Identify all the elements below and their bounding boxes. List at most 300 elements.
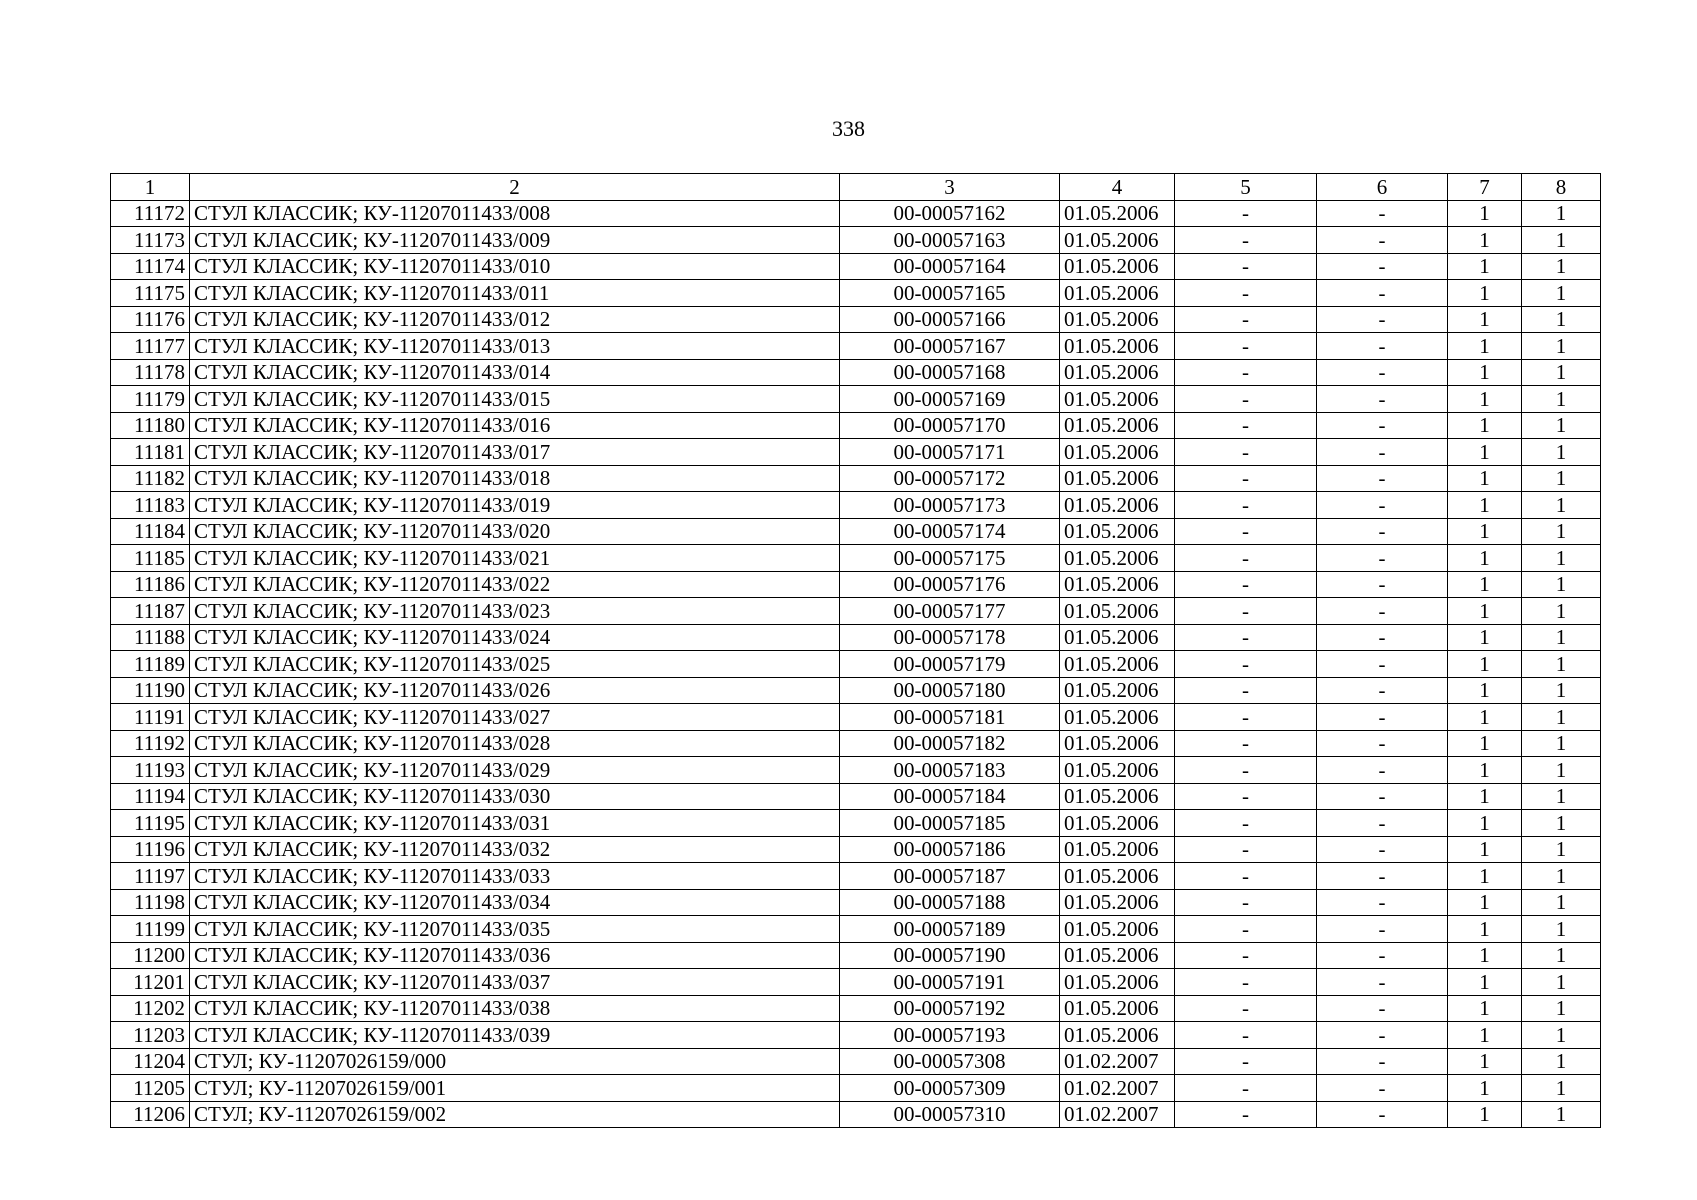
- column-8-cell: 1: [1522, 598, 1601, 625]
- column-8-cell: 1: [1522, 439, 1601, 466]
- table-row: [111, 836, 1601, 863]
- column-5-cell: -: [1175, 280, 1317, 307]
- row-number-cell: 11189: [111, 651, 190, 678]
- inventory-code-cell: 00-00057190: [840, 942, 1060, 969]
- column-5-cell: -: [1175, 969, 1317, 996]
- item-name-cell: СТУЛ КЛАССИК; КУ-11207011433/038: [190, 995, 840, 1022]
- column-6-cell: -: [1317, 412, 1448, 439]
- column-7-cell: 1: [1448, 545, 1522, 572]
- inventory-code-cell: 00-00057183: [840, 757, 1060, 784]
- item-name-cell: СТУЛ КЛАССИК; КУ-11207011433/029: [190, 757, 840, 784]
- column-7-cell: 1: [1448, 359, 1522, 386]
- row-number-cell: 11192: [111, 730, 190, 757]
- column-7-cell: 1: [1448, 730, 1522, 757]
- column-5-cell: -: [1175, 306, 1317, 333]
- column-7-cell: 1: [1448, 1075, 1522, 1102]
- item-name-cell: СТУЛ КЛАССИК; КУ-11207011433/012: [190, 306, 840, 333]
- table-row: [111, 545, 1601, 572]
- inventory-code-cell: 00-00057176: [840, 571, 1060, 598]
- date-cell: 01.05.2006: [1060, 863, 1175, 890]
- row-number-cell: 11199: [111, 916, 190, 943]
- column-6-cell: -: [1317, 810, 1448, 837]
- inventory-code-cell: 00-00057172: [840, 465, 1060, 492]
- column-header: 7: [1448, 174, 1522, 201]
- inventory-code-cell: 00-00057164: [840, 253, 1060, 280]
- row-number-cell: 11196: [111, 836, 190, 863]
- column-7-cell: 1: [1448, 969, 1522, 996]
- item-name-cell: СТУЛ КЛАССИК; КУ-11207011433/017: [190, 439, 840, 466]
- inventory-code-cell: 00-00057310: [840, 1101, 1060, 1128]
- table-row: [111, 571, 1601, 598]
- inventory-code-cell: 00-00057173: [840, 492, 1060, 519]
- column-5-cell: -: [1175, 518, 1317, 545]
- column-8-cell: 1: [1522, 624, 1601, 651]
- column-5-cell: -: [1175, 200, 1317, 227]
- column-6-cell: -: [1317, 704, 1448, 731]
- table-row: [111, 412, 1601, 439]
- row-number-cell: 11206: [111, 1101, 190, 1128]
- column-7-cell: 1: [1448, 1101, 1522, 1128]
- inventory-code-cell: 00-00057171: [840, 439, 1060, 466]
- item-name-cell: СТУЛ КЛАССИК; КУ-11207011433/037: [190, 969, 840, 996]
- row-number-cell: 11184: [111, 518, 190, 545]
- column-6-cell: -: [1317, 1075, 1448, 1102]
- item-name-cell: СТУЛ КЛАССИК; КУ-11207011433/032: [190, 836, 840, 863]
- column-6-cell: -: [1317, 571, 1448, 598]
- item-name-cell: СТУЛ КЛАССИК; КУ-11207011433/008: [190, 200, 840, 227]
- row-number-cell: 11172: [111, 200, 190, 227]
- row-number-cell: 11182: [111, 465, 190, 492]
- item-name-cell: СТУЛ КЛАССИК; КУ-11207011433/033: [190, 863, 840, 890]
- item-name-cell: СТУЛ КЛАССИК; КУ-11207011433/021: [190, 545, 840, 572]
- inventory-code-cell: 00-00057184: [840, 783, 1060, 810]
- row-number-cell: 11191: [111, 704, 190, 731]
- table-row: [111, 492, 1601, 519]
- column-6-cell: -: [1317, 465, 1448, 492]
- date-cell: 01.05.2006: [1060, 810, 1175, 837]
- column-7-cell: 1: [1448, 889, 1522, 916]
- row-number-cell: 11185: [111, 545, 190, 572]
- column-8-cell: 1: [1522, 306, 1601, 333]
- column-5-cell: -: [1175, 1022, 1317, 1049]
- inventory-code-cell: 00-00057162: [840, 200, 1060, 227]
- date-cell: 01.05.2006: [1060, 571, 1175, 598]
- item-name-cell: СТУЛ КЛАССИК; КУ-11207011433/022: [190, 571, 840, 598]
- column-8-cell: 1: [1522, 227, 1601, 254]
- column-5-cell: -: [1175, 386, 1317, 413]
- date-cell: 01.05.2006: [1060, 280, 1175, 307]
- column-6-cell: -: [1317, 306, 1448, 333]
- column-6-cell: -: [1317, 545, 1448, 572]
- row-number-cell: 11175: [111, 280, 190, 307]
- column-5-cell: -: [1175, 333, 1317, 360]
- column-8-cell: 1: [1522, 571, 1601, 598]
- item-name-cell: СТУЛ КЛАССИК; КУ-11207011433/028: [190, 730, 840, 757]
- table-row: [111, 889, 1601, 916]
- column-7-cell: 1: [1448, 253, 1522, 280]
- date-cell: 01.05.2006: [1060, 412, 1175, 439]
- row-number-cell: 11187: [111, 598, 190, 625]
- date-cell: 01.05.2006: [1060, 942, 1175, 969]
- column-7-cell: 1: [1448, 200, 1522, 227]
- column-5-cell: -: [1175, 810, 1317, 837]
- column-8-cell: 1: [1522, 280, 1601, 307]
- date-cell: 01.05.2006: [1060, 545, 1175, 572]
- column-5-cell: -: [1175, 677, 1317, 704]
- column-8-cell: 1: [1522, 1048, 1601, 1075]
- column-8-cell: 1: [1522, 545, 1601, 572]
- row-number-cell: 11204: [111, 1048, 190, 1075]
- table-row: [111, 439, 1601, 466]
- column-6-cell: -: [1317, 598, 1448, 625]
- inventory-code-cell: 00-00057175: [840, 545, 1060, 572]
- item-name-cell: СТУЛ; КУ-11207026159/001: [190, 1075, 840, 1102]
- column-6-cell: -: [1317, 836, 1448, 863]
- table-row: [111, 863, 1601, 890]
- row-number-cell: 11203: [111, 1022, 190, 1049]
- table-row: [111, 624, 1601, 651]
- table-row: [111, 1048, 1601, 1075]
- column-5-cell: -: [1175, 253, 1317, 280]
- date-cell: 01.05.2006: [1060, 916, 1175, 943]
- item-name-cell: СТУЛ КЛАССИК; КУ-11207011433/011: [190, 280, 840, 307]
- column-7-cell: 1: [1448, 598, 1522, 625]
- column-6-cell: -: [1317, 783, 1448, 810]
- date-cell: 01.05.2006: [1060, 969, 1175, 996]
- column-5-cell: -: [1175, 1048, 1317, 1075]
- column-7-cell: 1: [1448, 757, 1522, 784]
- column-5-cell: -: [1175, 651, 1317, 678]
- table-row: [111, 757, 1601, 784]
- row-number-cell: 11193: [111, 757, 190, 784]
- column-5-cell: -: [1175, 598, 1317, 625]
- column-6-cell: -: [1317, 439, 1448, 466]
- inventory-code-cell: 00-00057182: [840, 730, 1060, 757]
- inventory-code-cell: 00-00057191: [840, 969, 1060, 996]
- column-8-cell: 1: [1522, 359, 1601, 386]
- date-cell: 01.05.2006: [1060, 1022, 1175, 1049]
- item-name-cell: СТУЛ КЛАССИК; КУ-11207011433/030: [190, 783, 840, 810]
- inventory-code-cell: 00-00057177: [840, 598, 1060, 625]
- inventory-code-cell: 00-00057309: [840, 1075, 1060, 1102]
- column-7-cell: 1: [1448, 518, 1522, 545]
- inventory-code-cell: 00-00057179: [840, 651, 1060, 678]
- inventory-code-cell: 00-00057181: [840, 704, 1060, 731]
- column-header: 1: [111, 174, 190, 201]
- column-6-cell: -: [1317, 889, 1448, 916]
- column-8-cell: 1: [1522, 333, 1601, 360]
- column-6-cell: -: [1317, 942, 1448, 969]
- inventory-code-cell: 00-00057178: [840, 624, 1060, 651]
- date-cell: 01.05.2006: [1060, 704, 1175, 731]
- column-8-cell: 1: [1522, 386, 1601, 413]
- column-6-cell: -: [1317, 1101, 1448, 1128]
- inventory-code-cell: 00-00057167: [840, 333, 1060, 360]
- table-row: [111, 1075, 1601, 1102]
- date-cell: 01.05.2006: [1060, 995, 1175, 1022]
- table-row: [111, 359, 1601, 386]
- item-name-cell: СТУЛ КЛАССИК; КУ-11207011433/035: [190, 916, 840, 943]
- inventory-code-cell: 00-00057174: [840, 518, 1060, 545]
- row-number-cell: 11183: [111, 492, 190, 519]
- column-7-cell: 1: [1448, 439, 1522, 466]
- table-body: [111, 200, 1601, 1128]
- table-row: [111, 333, 1601, 360]
- column-8-cell: 1: [1522, 412, 1601, 439]
- item-name-cell: СТУЛ КЛАССИК; КУ-11207011433/014: [190, 359, 840, 386]
- row-number-cell: 11195: [111, 810, 190, 837]
- column-5-cell: -: [1175, 492, 1317, 519]
- table-row: [111, 1101, 1601, 1128]
- date-cell: 01.05.2006: [1060, 757, 1175, 784]
- table-row: [111, 598, 1601, 625]
- date-cell: 01.05.2006: [1060, 465, 1175, 492]
- table-row: [111, 942, 1601, 969]
- column-8-cell: 1: [1522, 1101, 1601, 1128]
- item-name-cell: СТУЛ КЛАССИК; КУ-11207011433/018: [190, 465, 840, 492]
- column-6-cell: -: [1317, 359, 1448, 386]
- table-row: [111, 704, 1601, 731]
- item-name-cell: СТУЛ; КУ-11207026159/000: [190, 1048, 840, 1075]
- table-row: [111, 810, 1601, 837]
- inventory-code-cell: 00-00057186: [840, 836, 1060, 863]
- date-cell: 01.05.2006: [1060, 200, 1175, 227]
- table-row: [111, 995, 1601, 1022]
- header-row: [111, 174, 1601, 201]
- date-cell: 01.05.2006: [1060, 386, 1175, 413]
- column-7-cell: 1: [1448, 386, 1522, 413]
- row-number-cell: 11174: [111, 253, 190, 280]
- table-row: [111, 651, 1601, 678]
- column-6-cell: -: [1317, 253, 1448, 280]
- item-name-cell: СТУЛ КЛАССИК; КУ-11207011433/039: [190, 1022, 840, 1049]
- inventory-code-cell: 00-00057308: [840, 1048, 1060, 1075]
- column-header: 3: [840, 174, 1060, 201]
- inventory-code-cell: 00-00057163: [840, 227, 1060, 254]
- column-5-cell: -: [1175, 1075, 1317, 1102]
- column-7-cell: 1: [1448, 1022, 1522, 1049]
- column-8-cell: 1: [1522, 836, 1601, 863]
- column-header: 8: [1522, 174, 1601, 201]
- date-cell: 01.05.2006: [1060, 730, 1175, 757]
- column-6-cell: -: [1317, 969, 1448, 996]
- column-5-cell: -: [1175, 863, 1317, 890]
- column-8-cell: 1: [1522, 995, 1601, 1022]
- date-cell: 01.05.2006: [1060, 783, 1175, 810]
- table-row: [111, 465, 1601, 492]
- column-7-cell: 1: [1448, 916, 1522, 943]
- row-number-cell: 11177: [111, 333, 190, 360]
- item-name-cell: СТУЛ КЛАССИК; КУ-11207011433/023: [190, 598, 840, 625]
- date-cell: 01.05.2006: [1060, 359, 1175, 386]
- column-header: 6: [1317, 174, 1448, 201]
- inventory-code-cell: 00-00057169: [840, 386, 1060, 413]
- column-6-cell: -: [1317, 333, 1448, 360]
- column-8-cell: 1: [1522, 704, 1601, 731]
- column-7-cell: 1: [1448, 227, 1522, 254]
- date-cell: 01.02.2007: [1060, 1075, 1175, 1102]
- column-5-cell: -: [1175, 942, 1317, 969]
- table-row: [111, 783, 1601, 810]
- column-6-cell: -: [1317, 280, 1448, 307]
- item-name-cell: СТУЛ КЛАССИК; КУ-11207011433/013: [190, 333, 840, 360]
- column-6-cell: -: [1317, 624, 1448, 651]
- column-5-cell: -: [1175, 783, 1317, 810]
- row-number-cell: 11197: [111, 863, 190, 890]
- date-cell: 01.05.2006: [1060, 439, 1175, 466]
- inventory-code-cell: 00-00057170: [840, 412, 1060, 439]
- column-7-cell: 1: [1448, 995, 1522, 1022]
- column-8-cell: 1: [1522, 1075, 1601, 1102]
- date-cell: 01.05.2006: [1060, 333, 1175, 360]
- inventory-code-cell: 00-00057193: [840, 1022, 1060, 1049]
- row-number-cell: 11179: [111, 386, 190, 413]
- inventory-code-cell: 00-00057168: [840, 359, 1060, 386]
- table-row: [111, 730, 1601, 757]
- column-5-cell: -: [1175, 227, 1317, 254]
- column-header: 2: [190, 174, 840, 201]
- table-row: [111, 253, 1601, 280]
- item-name-cell: СТУЛ КЛАССИК; КУ-11207011433/034: [190, 889, 840, 916]
- column-8-cell: 1: [1522, 889, 1601, 916]
- date-cell: 01.05.2006: [1060, 889, 1175, 916]
- column-5-cell: -: [1175, 465, 1317, 492]
- column-8-cell: 1: [1522, 942, 1601, 969]
- table-row: [111, 518, 1601, 545]
- column-8-cell: 1: [1522, 969, 1601, 996]
- item-name-cell: СТУЛ КЛАССИК; КУ-11207011433/016: [190, 412, 840, 439]
- column-6-cell: -: [1317, 730, 1448, 757]
- column-6-cell: -: [1317, 677, 1448, 704]
- item-name-cell: СТУЛ КЛАССИК; КУ-11207011433/020: [190, 518, 840, 545]
- row-number-cell: 11190: [111, 677, 190, 704]
- row-number-cell: 11186: [111, 571, 190, 598]
- column-6-cell: -: [1317, 916, 1448, 943]
- column-5-cell: -: [1175, 704, 1317, 731]
- column-header: 4: [1060, 174, 1175, 201]
- inventory-code-cell: 00-00057189: [840, 916, 1060, 943]
- date-cell: 01.05.2006: [1060, 677, 1175, 704]
- row-number-cell: 11200: [111, 942, 190, 969]
- date-cell: 01.05.2006: [1060, 492, 1175, 519]
- column-8-cell: 1: [1522, 783, 1601, 810]
- date-cell: 01.05.2006: [1060, 651, 1175, 678]
- table-row: [111, 1022, 1601, 1049]
- column-5-cell: -: [1175, 995, 1317, 1022]
- column-8-cell: 1: [1522, 757, 1601, 784]
- item-name-cell: СТУЛ КЛАССИК; КУ-11207011433/015: [190, 386, 840, 413]
- table-row: [111, 227, 1601, 254]
- row-number-cell: 11178: [111, 359, 190, 386]
- row-number-cell: 11201: [111, 969, 190, 996]
- column-5-cell: -: [1175, 412, 1317, 439]
- item-name-cell: СТУЛ КЛАССИК; КУ-11207011433/027: [190, 704, 840, 731]
- column-6-cell: -: [1317, 200, 1448, 227]
- column-7-cell: 1: [1448, 810, 1522, 837]
- column-5-cell: -: [1175, 889, 1317, 916]
- column-6-cell: -: [1317, 492, 1448, 519]
- column-5-cell: -: [1175, 439, 1317, 466]
- column-5-cell: -: [1175, 624, 1317, 651]
- page-number: 338: [832, 116, 865, 141]
- item-name-cell: СТУЛ; КУ-11207026159/002: [190, 1101, 840, 1128]
- column-6-cell: -: [1317, 1048, 1448, 1075]
- column-7-cell: 1: [1448, 863, 1522, 890]
- date-cell: 01.05.2006: [1060, 306, 1175, 333]
- column-8-cell: 1: [1522, 465, 1601, 492]
- table-row: [111, 386, 1601, 413]
- item-name-cell: СТУЛ КЛАССИК; КУ-11207011433/025: [190, 651, 840, 678]
- column-6-cell: -: [1317, 518, 1448, 545]
- column-7-cell: 1: [1448, 704, 1522, 731]
- row-number-cell: 11205: [111, 1075, 190, 1102]
- column-6-cell: -: [1317, 386, 1448, 413]
- item-name-cell: СТУЛ КЛАССИК; КУ-11207011433/026: [190, 677, 840, 704]
- inventory-code-cell: 00-00057188: [840, 889, 1060, 916]
- column-5-cell: -: [1175, 757, 1317, 784]
- row-number-cell: 11173: [111, 227, 190, 254]
- inventory-code-cell: 00-00057165: [840, 280, 1060, 307]
- table-row: [111, 280, 1601, 307]
- row-number-cell: 11180: [111, 412, 190, 439]
- column-5-cell: -: [1175, 359, 1317, 386]
- row-number-cell: 11198: [111, 889, 190, 916]
- table-row: [111, 969, 1601, 996]
- column-8-cell: 1: [1522, 518, 1601, 545]
- column-8-cell: 1: [1522, 730, 1601, 757]
- inventory-code-cell: 00-00057185: [840, 810, 1060, 837]
- item-name-cell: СТУЛ КЛАССИК; КУ-11207011433/036: [190, 942, 840, 969]
- column-7-cell: 1: [1448, 677, 1522, 704]
- date-cell: 01.05.2006: [1060, 518, 1175, 545]
- column-7-cell: 1: [1448, 412, 1522, 439]
- date-cell: 01.02.2007: [1060, 1048, 1175, 1075]
- column-8-cell: 1: [1522, 492, 1601, 519]
- item-name-cell: СТУЛ КЛАССИК; КУ-11207011433/019: [190, 492, 840, 519]
- column-5-cell: -: [1175, 836, 1317, 863]
- column-5-cell: -: [1175, 545, 1317, 572]
- column-6-cell: -: [1317, 863, 1448, 890]
- column-8-cell: 1: [1522, 677, 1601, 704]
- column-7-cell: 1: [1448, 280, 1522, 307]
- column-5-cell: -: [1175, 1101, 1317, 1128]
- item-name-cell: СТУЛ КЛАССИК; КУ-11207011433/010: [190, 253, 840, 280]
- column-5-cell: -: [1175, 730, 1317, 757]
- item-name-cell: СТУЛ КЛАССИК; КУ-11207011433/024: [190, 624, 840, 651]
- date-cell: 01.05.2006: [1060, 227, 1175, 254]
- column-6-cell: -: [1317, 227, 1448, 254]
- row-number-cell: 11202: [111, 995, 190, 1022]
- column-7-cell: 1: [1448, 942, 1522, 969]
- table-row: [111, 916, 1601, 943]
- table-row: [111, 677, 1601, 704]
- row-number-cell: 11176: [111, 306, 190, 333]
- column-6-cell: -: [1317, 1022, 1448, 1049]
- column-8-cell: 1: [1522, 1022, 1601, 1049]
- row-number-cell: 11188: [111, 624, 190, 651]
- table-row: [111, 306, 1601, 333]
- column-7-cell: 1: [1448, 836, 1522, 863]
- column-7-cell: 1: [1448, 624, 1522, 651]
- column-8-cell: 1: [1522, 253, 1601, 280]
- column-5-cell: -: [1175, 571, 1317, 598]
- date-cell: 01.05.2006: [1060, 836, 1175, 863]
- column-7-cell: 1: [1448, 333, 1522, 360]
- column-header: 5: [1175, 174, 1317, 201]
- table-row: [111, 200, 1601, 227]
- column-6-cell: -: [1317, 995, 1448, 1022]
- column-8-cell: 1: [1522, 200, 1601, 227]
